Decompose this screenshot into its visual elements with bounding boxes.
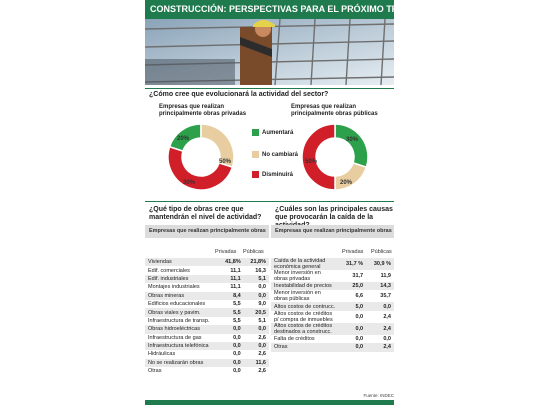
row-label: Infraestructura telefónica xyxy=(145,342,218,350)
row-label: Edificios educacionales xyxy=(148,301,206,308)
row-value: 0,0 xyxy=(244,342,269,350)
page-title: CONSTRUCCIÓN: PERSPECTIVAS PARA EL PRÓXIMO TRIMESTRE xyxy=(145,0,394,19)
section1-question: ¿Cómo cree que evolucionará la actividad del sector? xyxy=(149,91,329,98)
table-row xyxy=(271,302,394,310)
table-row xyxy=(145,258,269,266)
row-value: 0,0 xyxy=(366,302,394,310)
pie1-label-aumentara: 20% xyxy=(177,136,190,142)
row-value: 31,7 % xyxy=(338,258,366,270)
table-row xyxy=(271,343,394,351)
row-value: 11,6 xyxy=(244,359,269,367)
table-row xyxy=(145,359,269,367)
row-label: Menor inversión en obras públicas xyxy=(274,290,321,303)
row-value: 2,4 xyxy=(366,323,394,335)
row-value: 14,3 xyxy=(366,282,394,290)
row-value: 16,3 xyxy=(255,267,266,274)
table-row xyxy=(145,283,269,291)
row-value: 0,0 xyxy=(233,351,241,358)
legend-nocambiara xyxy=(252,150,298,159)
row-label: Falta de créditos xyxy=(274,335,315,342)
pie2-title: Empresas que realizan principalmente obras públicas xyxy=(291,104,378,117)
row-value: 2,6 xyxy=(258,334,266,341)
row-value: 21,8% xyxy=(244,258,269,266)
row-value: 0,0 xyxy=(338,323,366,335)
table2-col-privadas: Privadas xyxy=(342,249,364,255)
row-value: 2,6 xyxy=(258,368,266,375)
table1-col-publicas: Públicas xyxy=(243,249,264,255)
pie2-label-aumentara: 30% xyxy=(346,137,359,143)
row-label: Otras xyxy=(271,343,338,351)
legend-label: Aumentará xyxy=(262,129,294,136)
row-value: 20,5 xyxy=(244,308,269,316)
row-value: 11,1 xyxy=(218,275,243,283)
table-row xyxy=(271,270,394,282)
legend-swatch-disminuira xyxy=(252,171,259,178)
row-label: No se realizarán obras xyxy=(145,359,218,367)
row-label: Montajes industriales xyxy=(148,284,200,291)
row-label: Altos costos de créditos p/ compra de inmuebles xyxy=(274,310,333,323)
row-value: 0,0 xyxy=(338,343,366,351)
row-label: Hidráulicas xyxy=(148,351,176,358)
table2-subtitle: Empresas que realizan principalmente obras xyxy=(271,225,394,238)
pie1-label-nocambiara: 30% xyxy=(183,180,196,186)
legend-aumentara xyxy=(252,128,293,137)
row-value: 5,1 xyxy=(244,275,269,283)
table1-question: ¿Qué tipo de obras cree que mantendrán el nivel de actividad? xyxy=(149,206,262,221)
table2-question: ¿Cuáles son las principales causas que provocarán la caída de la xyxy=(275,206,393,221)
legend-disminuira xyxy=(252,170,293,179)
row-label: Inestabilidad de precios xyxy=(271,282,338,290)
table1-subtitle: Empresas que realizan principalmente obras xyxy=(145,225,269,238)
pie-slice-disminuirá xyxy=(302,124,335,190)
table-row xyxy=(145,325,269,333)
pie-chart-privadas xyxy=(166,122,236,192)
table-row xyxy=(271,282,394,290)
pie-chart-publicas xyxy=(300,122,370,192)
table-row xyxy=(145,275,269,283)
row-label: Menor inversión en obras privadas xyxy=(274,270,321,282)
table-row xyxy=(145,292,269,300)
row-value: 5,0 xyxy=(338,302,366,310)
row-label: Caída de la actividad económica general xyxy=(271,258,338,270)
table-row xyxy=(145,334,269,342)
row-value: 11,1 xyxy=(230,284,241,291)
row-value: 0,0 xyxy=(233,334,241,341)
table-row xyxy=(271,323,394,335)
row-value: 30,9 % xyxy=(366,258,394,270)
row-label: Edif. industriales xyxy=(145,275,218,283)
row-value: 0,0 xyxy=(383,335,391,342)
section-rule xyxy=(145,201,394,202)
row-value: 5,5 xyxy=(218,308,243,316)
row-value: 0,0 xyxy=(233,368,241,375)
table1-col-privadas: Privadas xyxy=(215,249,237,255)
row-value: 25,0 xyxy=(338,282,366,290)
row-label: Altos costos de créditos destinados a construcc. xyxy=(271,323,338,335)
row-label: Infraestructura de transp. xyxy=(148,317,210,324)
row-value: 0,0 xyxy=(218,359,243,367)
row-value: 0,0 xyxy=(258,284,266,291)
row-value: 11,9 xyxy=(380,273,391,279)
row-value: 2,4 xyxy=(383,313,391,320)
row-value: 31,7 xyxy=(352,273,364,279)
row-value: 5,5 xyxy=(233,317,241,324)
row-value: 0,0 xyxy=(218,342,243,350)
section-rule xyxy=(145,88,394,89)
legend-swatch-nocambiara xyxy=(252,151,259,158)
row-label: Viviendas xyxy=(145,258,218,266)
table-row xyxy=(145,350,269,358)
table-obras xyxy=(145,258,269,375)
table2-col-publicas: Públicas xyxy=(371,249,392,255)
row-label: Obras mineras xyxy=(145,292,218,300)
row-value: 9,0 xyxy=(258,301,266,308)
table-row xyxy=(145,300,269,308)
row-value: 0,0 xyxy=(355,313,364,320)
legend-swatch-aumentara xyxy=(252,129,259,136)
pie2-label-nocambiara: 20% xyxy=(340,180,353,186)
table-row xyxy=(145,342,269,350)
row-label: Obras hidroeléctricas xyxy=(145,325,218,333)
table-row xyxy=(271,290,394,302)
table-row xyxy=(145,266,269,274)
row-value: 35,7 xyxy=(380,293,391,300)
row-value: 0,0 xyxy=(355,335,364,342)
row-value: 6,6 xyxy=(355,293,364,300)
table-row xyxy=(271,335,394,343)
row-label: Altos costos de contrucc. xyxy=(271,302,338,310)
row-value: 11,1 xyxy=(230,267,241,274)
row-value: 0,0 xyxy=(244,325,269,333)
row-label: Edif. comerciales xyxy=(148,267,190,274)
row-value: 5,5 xyxy=(233,301,241,308)
table-row xyxy=(145,317,269,325)
row-label: Obras viales y pavim. xyxy=(145,308,218,316)
row-value: 2,6 xyxy=(258,351,266,358)
row-value: 5,1 xyxy=(258,317,266,324)
photo-illustration xyxy=(145,19,394,85)
pie1-label-disminuira: 50% xyxy=(219,159,232,165)
pie-slice-aumentará xyxy=(335,124,368,167)
row-value: 41,8% xyxy=(218,258,243,266)
construction-worker-photo xyxy=(145,19,394,85)
table-row xyxy=(271,311,394,323)
table-row xyxy=(145,308,269,316)
row-label: Otras xyxy=(148,368,162,375)
pie1-title: Empresas que realizan principalmente obras privadas xyxy=(159,104,247,117)
row-label: Infraestructura de gas xyxy=(148,334,202,341)
pie2-label-disminuira: 50% xyxy=(305,159,318,165)
row-value: 2,4 xyxy=(366,343,394,351)
row-value: 0,0 xyxy=(244,292,269,300)
table-row xyxy=(271,258,394,270)
row-value: 0,0 xyxy=(218,325,243,333)
bottom-bar xyxy=(145,400,394,405)
source-note: Fuente: INDEC xyxy=(363,393,394,398)
table-causas xyxy=(271,258,394,352)
table-row xyxy=(145,367,269,375)
legend-label: No cambiará xyxy=(262,151,299,158)
row-value: 8,4 xyxy=(218,292,243,300)
legend-label: Disminuirá xyxy=(262,171,294,178)
